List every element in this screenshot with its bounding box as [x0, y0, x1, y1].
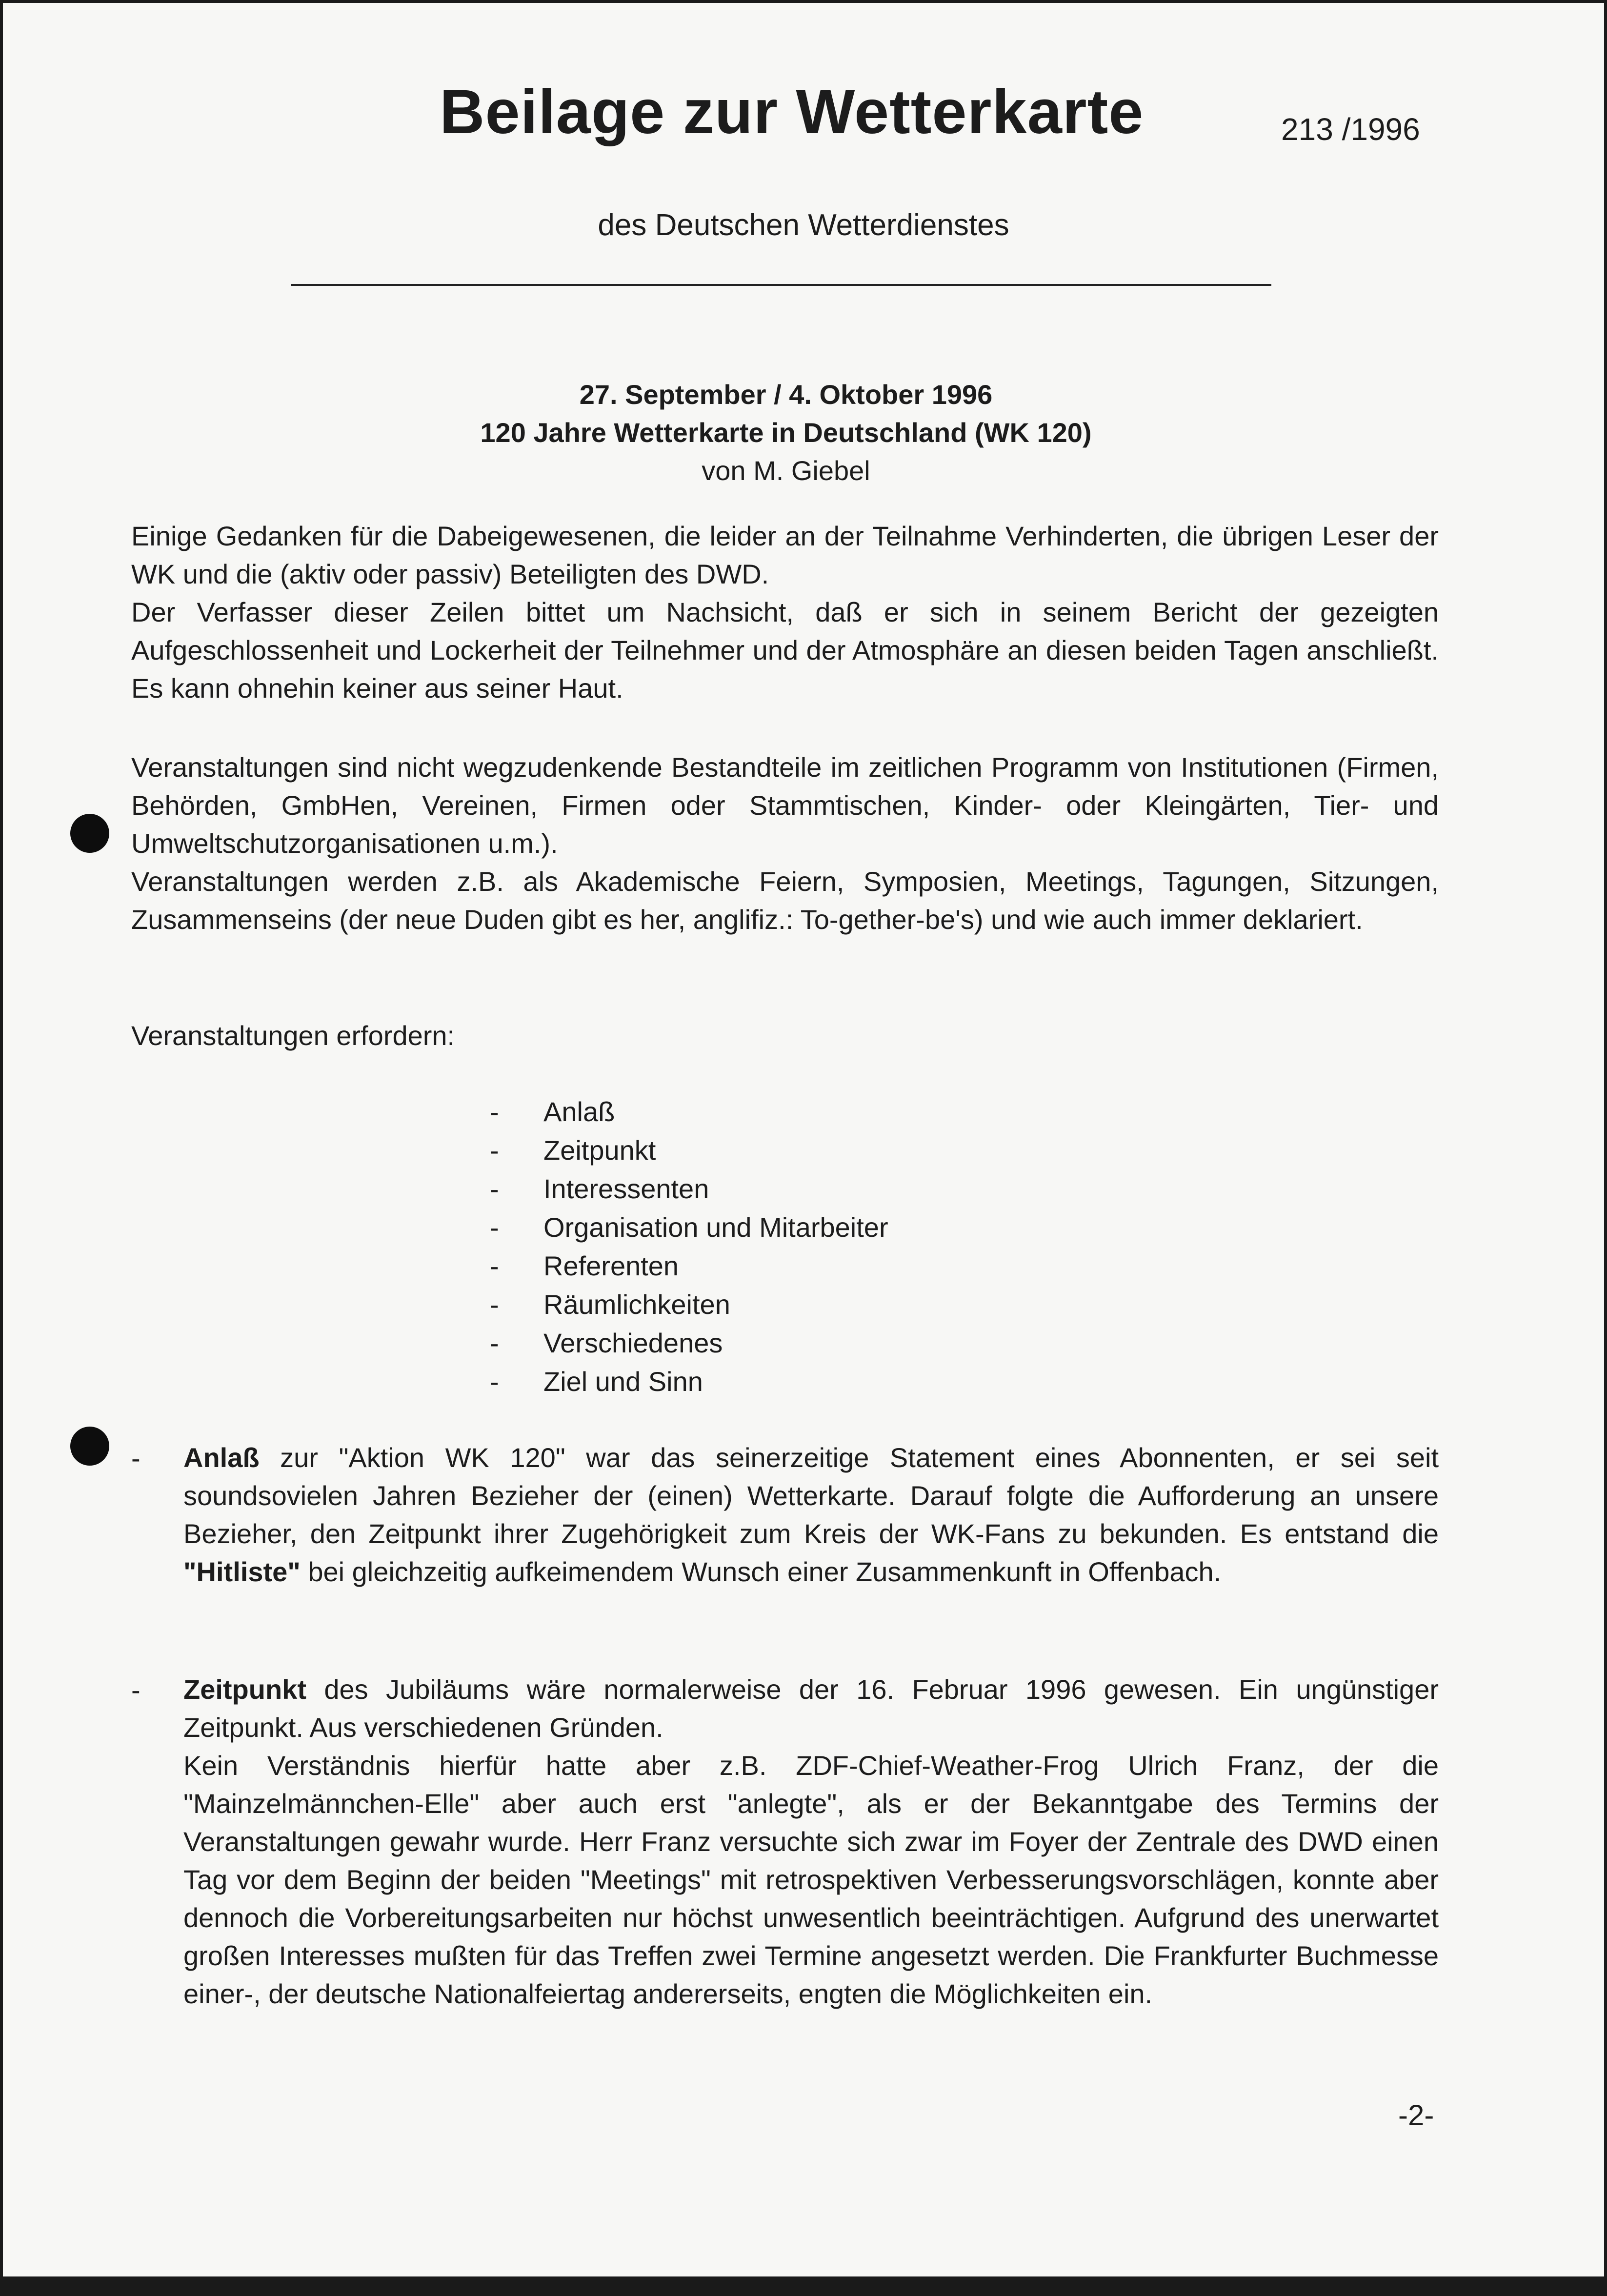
punch-hole-mark: [70, 1427, 109, 1466]
article-date: 27. September / 4. Oktober 1996: [579, 379, 993, 410]
document-page: Beilage zur Wetterkarte 213 /1996 des Deutschen Wetterdienstes 27. September / 4. Oktober 1996 120 Jahre Wetterkarte in Deutschland (WK 120) von M. Giebel Einige Gedanken für die Dabeigewesenen, die leider an der Teilnahme Verhinderten, die übrigen Leser der WK und die (aktiv oder passiv) Beteiligten des DWD. Der Verfasser dieser Zeilen bittet um Nachsicht, daß er sich in seinem Bericht der gezeigten Aufgeschlossenheit und Lockerheit der Teilnehmer und der Atmosphäre an diesen beiden Tagen anschließt. Es kann ohnehin keiner aus seiner Haut. Veranstaltungen sind nicht wegzudenkende Bestandteile im zeitlichen Programm von Institutionen (Firmen, Behörden, GmbHen, Vereinen, Firmen oder Stammtischen, Kinder- oder Kleingärten, Tier- und Umweltschutzorganisationen u.m.). Veranstaltungen werden z.B. als Akademische Feiern, Symposien, Meetings, Tagungen, Sitzungen, Zusammenseins (der neue Duden gibt es her, anglifiz.: To-gether-be's) und wie auch immer deklariert. Veranstaltungen erfordern: - Anlaß - Zeitpunkt - Interessenten - Organisation und Mitarbeiter - Referenten - Räumlichkeiten - Verschiedenes - Ziel und Sinn - Anlaß zur "Aktion WK 120" war das seinerzeitige Statement eines Abonnenten, er sei seit soundsovielen Jahren Bezieher der (einen) Wetterkarte. Darauf folgte die Aufforderung an unsere Bezieher, den Zeitpunkt ihrer Zugehörigkeit zum Kreis der WK-Fans zu bekunden. Es entstand die "Hitliste" bei gleichzeitig aufkeimendem Wunsch einer Zusammenkunft in Offenbach. - Zeitpunkt des Jubiläums wäre normalerweise der 16. Februar 1996 gewesen. Ein ungünstiger Zeitpunkt. Aus verschiedenen Gründen. Kein Verständnis hierfür hatte aber z.B. ZDF-Chief-Weather-Frog Ulrich Franz, der die "Mainzelmännchen-Elle" aber auch erst "anlegte", als er der Bekanntgabe des Termins der Veranstaltungen gewahr wurde. Herr Franz versuchte sich zwar im Foyer der Zentrale des DWD einen Tag vor dem Beginn der beiden "Meetings" mit retrospektiven Verbesserungsvorschlägen, konnte aber dennoch die Vorbereitungsarbeiten nur höchst unwesentlich beeinträchtigen. Aufgrund des unerwartet großen Interesses mußten für das Treffen zwei Termine angesetzt werden. Die Frankfurter Buchmesse einer-, der deutsche Nationalfeiertag andererseits, engten die Möglichkeiten ein. -2-: [3, 3, 1604, 2276]
item-dash: -: [131, 1443, 141, 1473]
anlass-paragraph: Anlaß zur "Aktion WK 120" war das seinerzeitige Statement eines Abonnenten, er sei seit soundsovielen Jahren Bezieher der (einen) Wetterkarte. Darauf folgte die Aufforderung an unsere Bezieher, den Zeitpunkt ihrer Zugehörigkeit zum Kreis der WK-Fans zu bekunden. Es entstand die "Hitliste" bei gleichzeitig aufkeimendem Wunsch einer Zusammenkunft in Offenbach.: [183, 1442, 1439, 1587]
page-number: -2-: [1398, 2099, 1434, 2132]
article-author: von M. Giebel: [702, 455, 870, 486]
item-dash: -: [131, 1674, 141, 1705]
zeitpunkt-paragraph: Zeitpunkt des Jubiläums wäre normalerweise der 16. Februar 1996 gewesen. Ein ungünstiger Zeitpunkt. Aus verschiedenen Gründen.: [183, 1674, 1439, 1743]
article-headline: 120 Jahre Wetterkarte in Deutschland (WK 120): [480, 417, 1092, 448]
events-paragraph-2: Veranstaltungen werden z.B. als Akademische Feiern, Symposien, Meetings, Tagungen, Sitzungen, Zusammenseins (der neue Duden gibt es her, anglifiz.: To-gether-be's) und wie auch immer deklariert.: [131, 866, 1439, 935]
hitliste-term: "Hitliste": [183, 1556, 301, 1587]
intro-paragraph: Einige Gedanken für die Dabeigewesenen, die leider an der Teilnahme Verhinderten, die übrigen Leser der WK und die (aktiv oder passiv) Beteiligten des DWD.: [131, 521, 1439, 589]
zeitpunkt-term: Zeitpunkt: [183, 1674, 306, 1705]
anlass-term: Anlaß: [183, 1442, 260, 1473]
intro-paragraph-2: Der Verfasser dieser Zeilen bittet um Nachsicht, daß er sich in seinem Bericht der gezeigten Aufgeschlossenheit und Lockerheit der Teilnehmer und der Atmosphäre an diesen beiden Tagen anschließt. Es kann ohnehin keiner aus seiner Haut.: [131, 597, 1439, 704]
punch-hole-mark: [70, 814, 109, 853]
issue-number: 213 /1996: [1281, 112, 1420, 147]
publisher-subtitle: des Deutschen Wetterdienstes: [598, 208, 1009, 242]
requirements-intro: Veranstaltungen erfordern:: [131, 1020, 455, 1051]
document-title: Beilage zur Wetterkarte: [440, 77, 1144, 147]
events-paragraph: Veranstaltungen sind nicht wegzudenkende Bestandteile im zeitlichen Programm von Institutionen (Firmen, Behörden, GmbHen, Vereinen, Firmen oder Stammtischen, Kinder- oder Kleingärten, Tier- und Umweltschutzorganisationen u.m.).: [131, 752, 1439, 859]
zeitpunkt-paragraph-2: Kein Verständnis hierfür hatte aber z.B. ZDF-Chief-Weather-Frog Ulrich Franz, der die "Mainzelmännchen-Elle" aber auch erst "anlegte", als er der Bekanntgabe des Termins der Veranstaltungen gewahr wurde. Herr Franz versuchte sich zwar im Foyer der Zentrale des DWD einen Tag vor dem Beginn der beiden "Meetings" mit retrospektiven Verbesserungsvorschlägen, konnte aber dennoch die Vorbereitungsarbeiten nur höchst unwesentlich beeinträchtigen. Aufgrund des unerwartet großen Interesses mußten für das Treffen zwei Termine angesetzt werden. Die Frankfurter Buchmesse einer-, der deutsche Nationalfeiertag andererseits, engten die Möglichkeiten ein.: [183, 1750, 1439, 2009]
header-divider: [291, 284, 1271, 286]
